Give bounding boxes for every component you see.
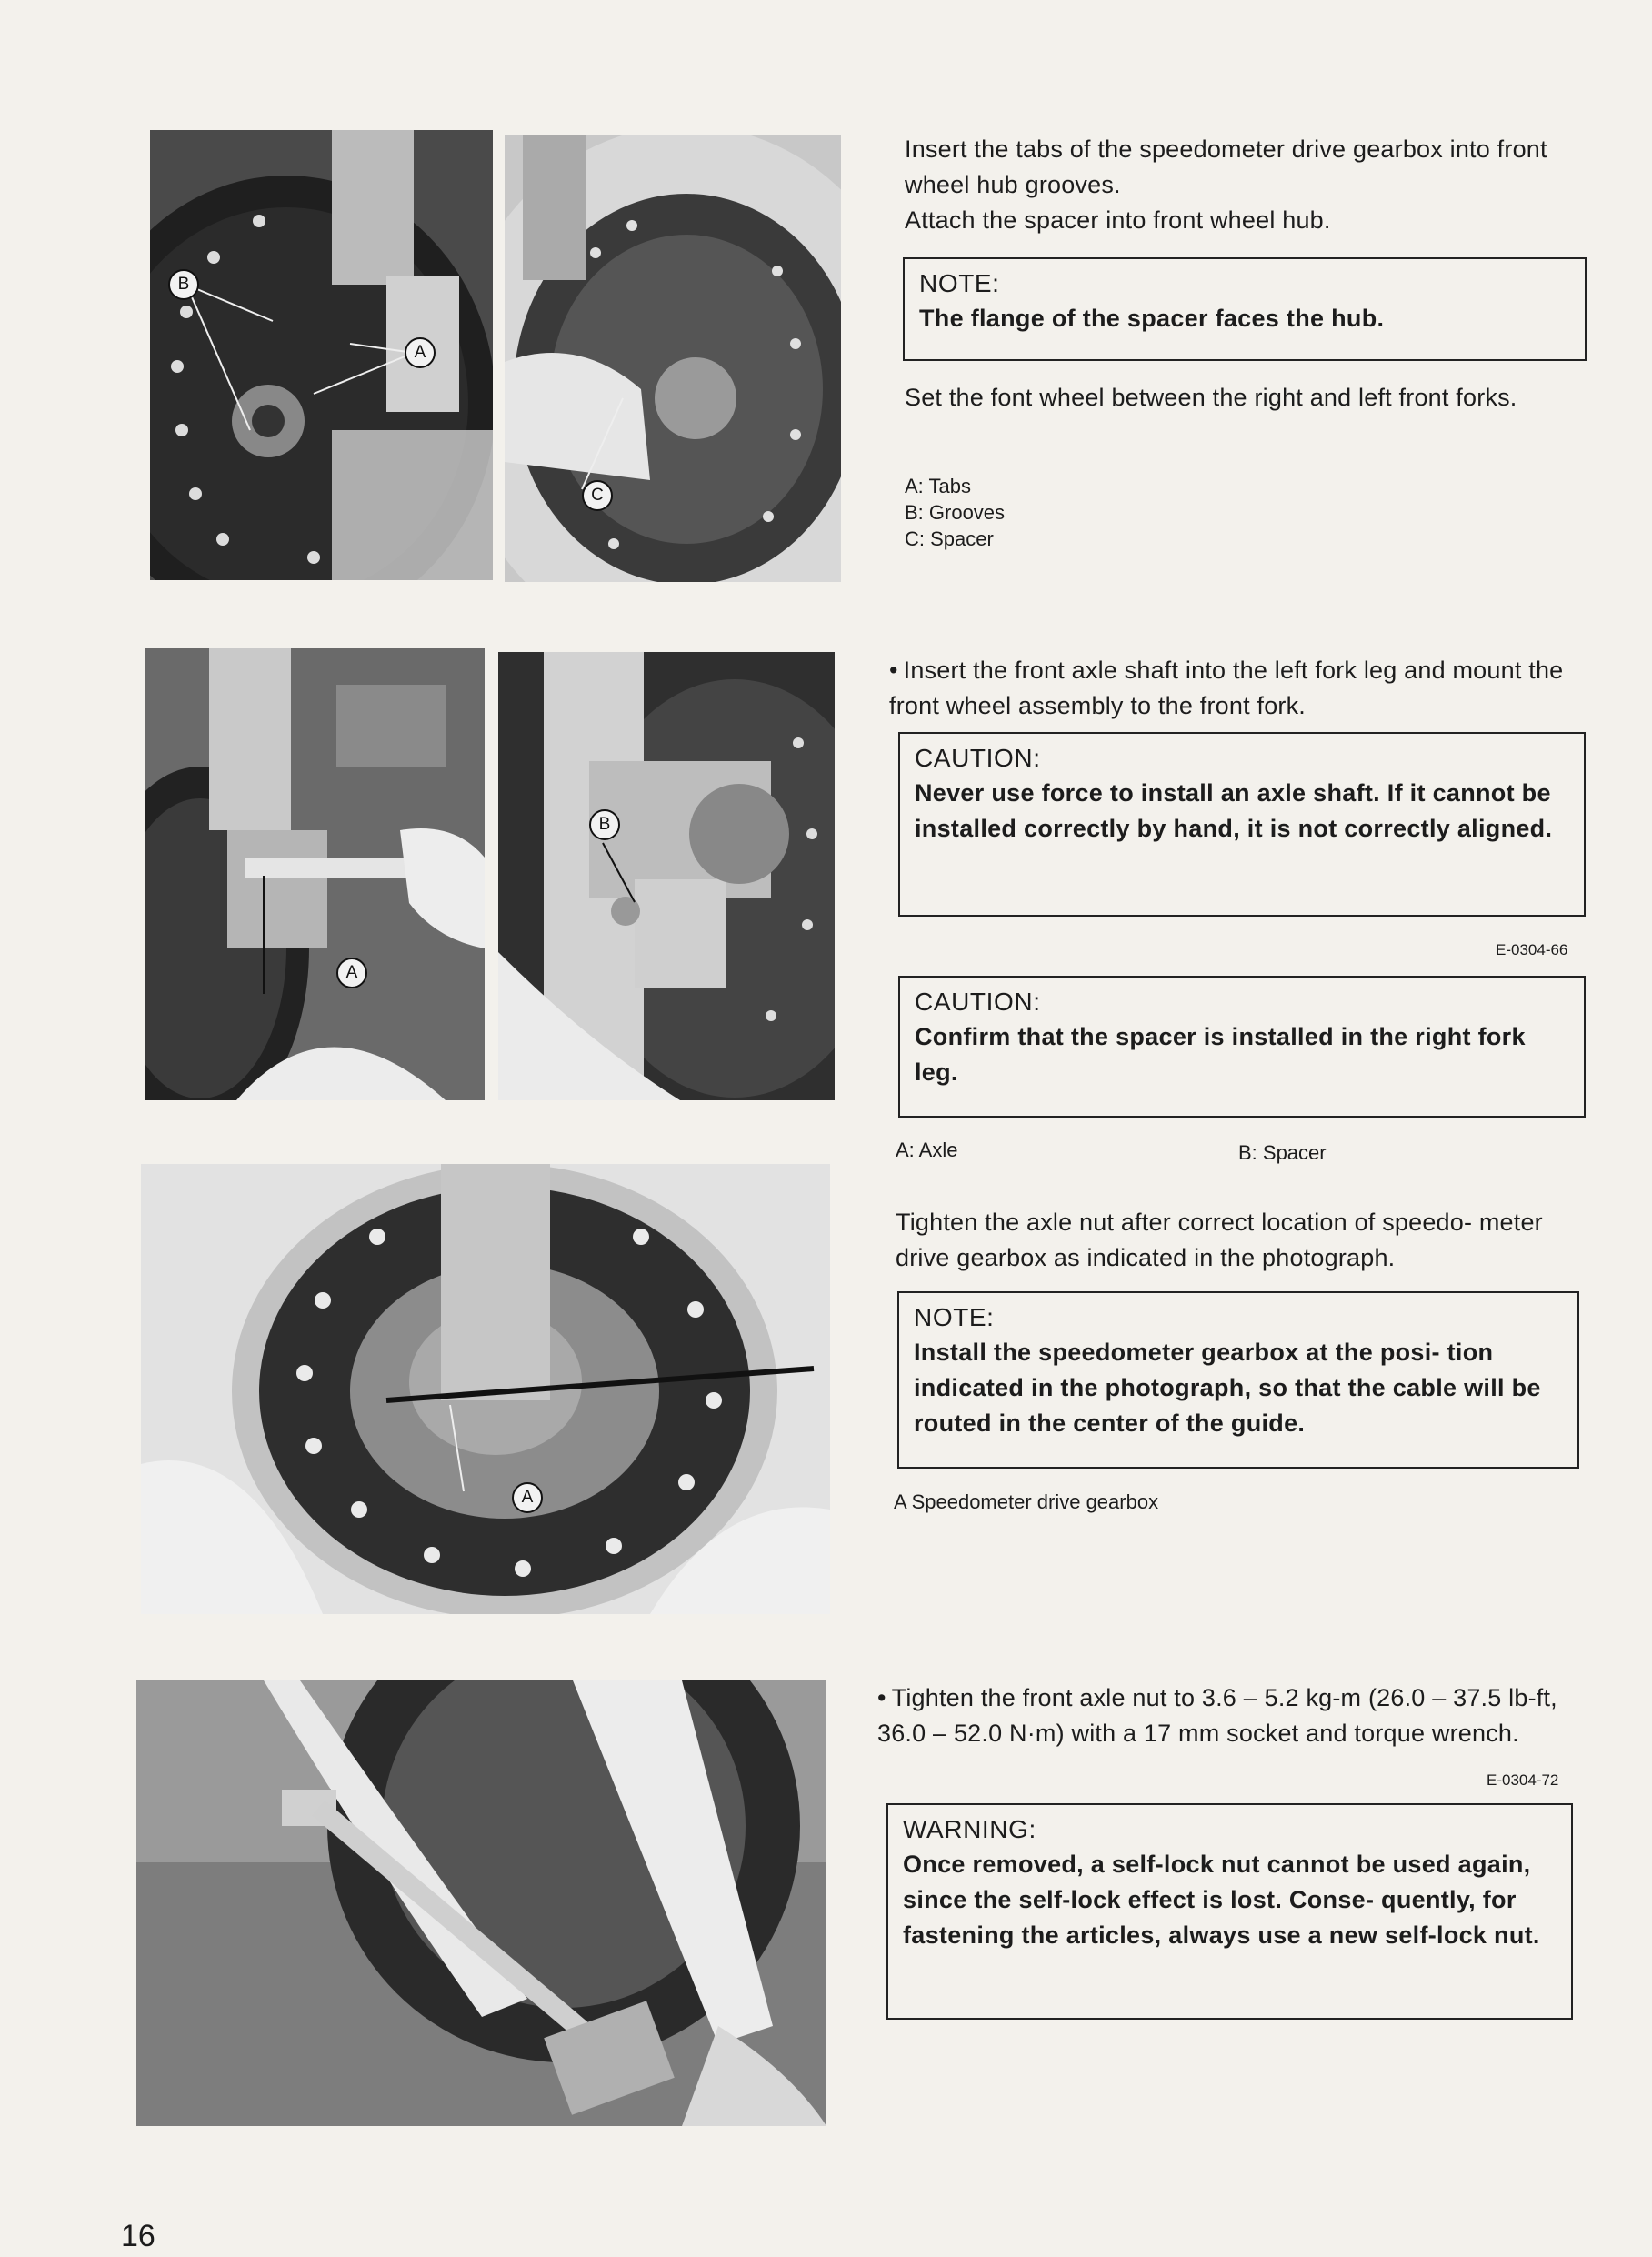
callout-a: A [405,337,436,368]
section2-code: E-0304-66 [1496,941,1568,958]
callout-b: B [589,809,620,840]
callout-a: A [512,1482,543,1513]
section2-caution1-box [898,732,1586,917]
photo-gearbox-position [141,1164,830,1614]
section2-caution2-box [898,976,1586,1118]
note-heading: NOTE: [914,1303,995,1331]
section2-para1: • Insert the front axle shaft into the left fork leg and mount the front wheel assembly to the front fork. [889,653,1594,724]
callout-a: A [336,958,367,988]
section1-para2: Attach the spacer into front wheel hub. [905,206,1331,234]
legend-tabs: A: Tabs [905,475,971,497]
legend-axle: A: Axle [896,1139,958,1161]
section3-note-box [897,1291,1579,1469]
callout-c: C [582,480,613,511]
section1-para3: Set the font wheel between the right and left front forks. [905,384,1517,411]
note-body: The flange of the spacer faces the hub. [919,305,1385,332]
page-number: 16 [121,2219,155,2253]
section3-para1: Tighten the axle nut after correct location of speedo- meter drive gearbox as indicated in the photograph. [896,1209,1543,1271]
warning-heading: WARNING: [903,1815,1036,1843]
section4-code: E-0304-72 [1487,1771,1559,1789]
legend-grooves: B: Grooves [905,501,1006,524]
section1-paragraph [905,132,1596,238]
legend-spacer: C: Spacer [905,527,994,550]
note-heading: NOTE: [919,269,1000,297]
warning-body: Once removed, a self-lock nut cannot be used again, since the self-lock effect is lost. Conse- quently, for fastening the articles, always use a new self-lock nut. [903,1851,1540,1949]
photo-axle-insert-left [145,648,485,1100]
photo-spacer-hub-left [150,130,493,580]
caution2-body: Confirm that the spacer is installed in the right fork leg. [915,1023,1526,1086]
section1-para1: Insert the tabs of the speedometer drive gearbox into front wheel hub grooves. [905,135,1547,198]
section4-para1: • Tighten the front axle nut to 3.6 – 5.2 kg-m (26.0 – 37.5 lb-ft, 36.0 – 52.0 N·m) with a 17 mm socket and torque wrench. [877,1680,1582,1751]
caution2-heading: CAUTION: [915,988,1041,1016]
photo-spacer-hub-right [505,135,841,582]
caution1-heading: CAUTION: [915,744,1041,772]
section3-legend: A Speedometer drive gearbox [894,1490,1159,1513]
note-body: Install the speedometer gearbox at the posi- tion indicated in the photograph, so that the cable will be routed in the center of the guide. [914,1339,1541,1437]
caution1-body: Never use force to install an axle shaft. If it cannot be installed correctly by hand, it is not correctly aligned. [915,779,1553,842]
section4-warning-box [886,1803,1573,2020]
photo-torque-wrench [136,1680,826,2126]
section1-legend [905,473,1005,552]
photo-axle-insert-right [498,652,835,1100]
legend-spacer-b: B: Spacer [1238,1141,1327,1164]
section1-note-box [903,257,1587,361]
callout-b: B [168,269,199,300]
